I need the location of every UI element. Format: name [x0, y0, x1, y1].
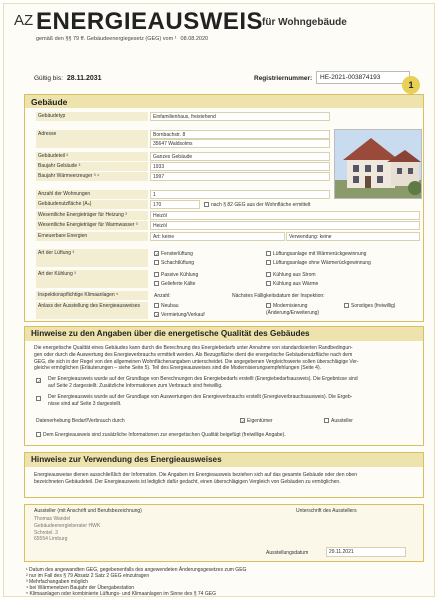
occasion-other: Sonstiges (freiwillig): [344, 303, 395, 309]
value-energy-heating: Heizöl: [150, 211, 420, 220]
cooling-electric-checkbox[interactable]: [266, 272, 271, 277]
value-year-heater: 1997: [150, 172, 330, 181]
value-building-part: Ganzes Gebäude: [150, 152, 330, 161]
cooling-delivered: Gelieferte Kälte: [154, 281, 195, 287]
ventilation-shaft-checkbox[interactable]: [154, 260, 159, 265]
value-floor-area: 170: [150, 200, 200, 209]
ventilation-shaft: Schachtlüftung: [154, 260, 194, 266]
signature-label: Unterschrift des Ausstellers: [296, 508, 357, 514]
ventilation-with-recovery: Lüftungsanlage mit Wärmerückgewinnung: [266, 251, 366, 257]
label-apartments: Anzahl der Wohnungen: [36, 190, 148, 199]
footnote-4: ⁴ bei Wärmenetzen Baujahr der Übergabestation: [26, 585, 135, 591]
value-address-street: Bornbachstr. 8: [150, 130, 330, 139]
data-collection-label: Datenerhebung Bedarf/Verbrauch durch: [36, 418, 125, 424]
label-cooling: Art der Kühlung ³: [36, 270, 148, 288]
inspection-count: Anzahl:: [154, 293, 171, 299]
value-renewables-use: Verwendung: keine: [286, 232, 420, 241]
value-apartments: 1: [150, 190, 330, 199]
demand-certificate-checkbox[interactable]: ✓: [37, 379, 41, 384]
demand-certificate-checkbox-wrap: [36, 378, 43, 384]
footnote-2: ² nur im Fall des § 79 Absatz 2 Satz 2 GEG einzutragen: [26, 573, 150, 579]
data-collection-owner: ✓ Eigentümer: [241, 418, 273, 424]
hints-usage-text: Energieausweise dienen ausschließlich der Information. Die Angaben im Energieausweis beziehen sich auf das gesamte Gebäude oder den oben bezeichneten Gebäudeteil. Der Energieausweis ist lediglich dafür gedacht, einen überschlägigen Vergleich von Gebäuden zu ermöglichen.: [34, 472, 357, 485]
value-address-city: 35647 Waldsolms: [150, 139, 330, 148]
value-building-type: Einfamilienhaus, freistehend: [150, 112, 330, 121]
cooling-heat-checkbox[interactable]: [266, 281, 271, 286]
building-section-title: Gebäude: [25, 95, 423, 108]
issue-date-value: 29.11.2021: [326, 547, 406, 557]
value-year-built: 1933: [150, 162, 330, 171]
registration-number: HE-2021-003874193: [316, 71, 410, 84]
additional-info-checkbox[interactable]: [36, 432, 41, 437]
label-energy-water: Wesentliche Energieträger für Warmwasser ³: [36, 221, 148, 230]
ventilation-with-recovery-checkbox[interactable]: [266, 251, 271, 256]
label-year-built: Baujahr Gebäude ³: [36, 162, 148, 171]
label-year-heater: Baujahr Wärmeerzeuger ³ ⁴: [36, 172, 148, 181]
consumption-certificate-text: Der Energieausweis wurde auf der Grundlage von Auswertungen des Energieverbrauchs erstellt (Energieverbrauchsausweis). Die Ergeb- nisse sind auf Seite 3 dargestellt.: [48, 394, 353, 407]
issuer-label: Aussteller (mit Anschrift und Berufsbezeichnung): [34, 508, 142, 514]
cooling-delivered-checkbox[interactable]: [154, 281, 159, 286]
house-image: [335, 130, 422, 199]
occasion-rent-sale: ✓ Vermietung/Verkauf: [155, 312, 205, 318]
consumption-certificate-checkbox-wrap: [36, 396, 43, 402]
page-number-badge: 1: [402, 76, 420, 94]
certificate-subtitle: für Wohngebäude: [262, 17, 347, 28]
occasion-other-checkbox[interactable]: [344, 303, 349, 308]
footnote-5: ⁵ Klimaanlagen oder kombinierte Lüftungs- und Klimaanlagen im Sinne des § 74 GEG: [26, 591, 216, 597]
cooling-heat: Kühlung aus Wärme: [266, 281, 318, 287]
hints-usage-title: Hinweise zur Verwendung des Energieausweises: [25, 453, 423, 467]
label-floor-area: Gebäudenutzfläche (Aₙ): [36, 200, 148, 209]
value-renewables-type: Art: keine: [150, 232, 285, 241]
hints-quality-title: Hinweise zu den Angaben über die energetische Qualität des Gebäudes: [25, 327, 423, 341]
data-collection-issuer: Aussteller: [324, 418, 353, 424]
label-occasion: Anlass der Ausstellung des Energieausweises: [36, 302, 148, 319]
occasion-modernisation: Modernisierung (Änderung/Erweiterung): [266, 303, 320, 316]
cooling-passive: Passive Kühlung: [154, 272, 198, 278]
ventilation-window-checkbox[interactable]: ✓: [155, 252, 159, 257]
issue-date-label: Ausstellungsdatum: [266, 550, 309, 556]
label-inspection: Inspektionspflichtige Klimaanlagen ⁵: [36, 291, 148, 300]
building-photo: [334, 129, 422, 199]
registration-label: Registriernummer:: [254, 75, 313, 82]
ventilation-without-recovery-checkbox[interactable]: [266, 260, 271, 265]
footnote-1: ¹ Datum des angewandten GEG, gegebenenfalls des angewendeten Änderungsgesetzes zum GEG: [26, 567, 247, 573]
label-renewables: Erneuerbare Energien: [36, 232, 148, 241]
label-building-type: Gebäudetyp: [36, 112, 148, 121]
legal-basis: gemäß den §§ 79 ff. Gebäudeenergiegesetz (GEG) vom ¹ 08.08.2020: [36, 36, 209, 42]
occasion-new-build: Neubau: [154, 303, 179, 309]
cooling-passive-checkbox[interactable]: [154, 272, 159, 277]
additional-info-option: Dem Energieausweis sind zusätzliche Informationen zur energetischen Qualität beigefügt (freiwillige Angabe).: [36, 432, 286, 438]
occasion-new-build-checkbox[interactable]: [154, 303, 159, 308]
issuer-address: Thomas Wandel Gebäudeenergieberater HWK Schrotel. 3 65554 Limburg: [34, 516, 101, 543]
inspection-next-date: Nächstes Fälligkeitsdatum der Inspektion:: [232, 293, 325, 299]
floor-area-method-option: nach § 82 GEG aus der Wohnfläche ermittelt: [204, 202, 310, 208]
hints-quality-intro: Die energetische Qualität eines Gebäudes kann durch die Berechnung des Energiebedarfs unter Annahme von standardisierten Randbedingun- gen oder durch die Auswertung des Energieverbrauchs ermittelt werden. Als Bezugsfläche dient die energetische Gebäudenutzfläche nach dem GEG, die sich in der Regel von den allgemeinen Wohnflächenangaben unterscheidet. Die angegebenen Vergleichswerte sollen überschlägige Ver- gleiche ermöglichen (Erläuterungen – siehe Seite 5). Teil des Energieausweises sind die Modernisierungsempfehlungen (Seite 4).: [34, 345, 359, 372]
occasion-modernisation-checkbox[interactable]: [266, 303, 271, 308]
valid-until: Gültig bis: 28.11.2031: [34, 75, 102, 82]
demand-certificate-text: Der Energieausweis wurde auf der Grundlage von Berechnungen des Energiebedarfs erstellt (Energiebedarfsausweis). Die Ergebnisse sind auf Seite 2 dargestellt. Zusätzliche Informationen zum Verbrauch sind freiwillig.: [48, 376, 358, 389]
energy-certificate-page: [3, 3, 435, 597]
footnote-3: ³ Mehrfachangaben möglich: [26, 579, 88, 585]
label-address: Adresse: [36, 130, 148, 148]
validity-row: [24, 70, 424, 88]
consumption-certificate-checkbox[interactable]: [36, 396, 41, 401]
ventilation-window: ✓ Fensterlüftung: [155, 251, 193, 257]
data-collection-owner-checkbox[interactable]: ✓: [241, 419, 245, 424]
ventilation-without-recovery: Lüftungsanlage ohne Wärmerückgewinnung: [266, 260, 371, 266]
cooling-electric: Kühlung aus Strom: [266, 272, 316, 278]
occasion-rent-sale-checkbox[interactable]: ✓: [155, 313, 159, 318]
certificate-title: ENERGIEAUSWEIS: [36, 8, 264, 35]
data-collection-issuer-checkbox[interactable]: [324, 418, 329, 423]
label-building-part: Gebäudeteil ²: [36, 152, 148, 161]
label-ventilation: Art der Lüftung ³: [36, 249, 148, 267]
value-energy-water: Heizöl: [150, 221, 420, 230]
az-mark: AZ: [14, 12, 34, 29]
floor-area-method-checkbox[interactable]: [204, 202, 209, 207]
label-energy-heating: Wesentliche Energieträger für Heizung ³: [36, 211, 148, 220]
